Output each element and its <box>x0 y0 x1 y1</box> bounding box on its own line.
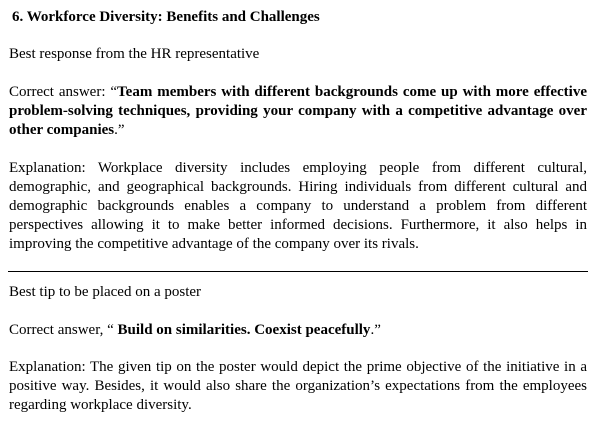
section1-answer-prefix: Correct answer: “ <box>9 84 118 100</box>
section2-explanation: Explanation: The given tip on the poster would depict the prime objective of the initiative in a positive way. Besides, it would also share the organization’s expectations from the employees regarding workplace diversity. <box>9 359 587 413</box>
section1-explanation: Explanation: Workplace diversity includes employing people from different cultural, demographic, and geographical backgrounds. Hiring individuals from different cultural and demographic backgrounds enables a company to understand a problem from different perspectives allowing it to make better informed decisions. Furthermore, it also helps in improving the competitive advantage of the company over its rivals. <box>9 160 587 252</box>
section2-answer-prefix: Correct answer, “ <box>9 322 118 338</box>
section2-answer <box>9 321 587 340</box>
section2-answer-suffix: .” <box>370 322 381 338</box>
section1-answer <box>9 83 587 140</box>
section1-answer-text: Team members with different backgrounds come up with more effective problem-solving techniques, providing your company with a competitive advantage over other companies <box>9 84 587 138</box>
section1-answer-suffix: .” <box>114 122 125 138</box>
section2-heading: Best tip to be placed on a poster <box>9 284 202 300</box>
section1-heading: Best response from the HR representative <box>9 46 260 62</box>
document-title: 6. Workforce Diversity: Benefits and Challenges <box>12 9 320 25</box>
section2-answer-text: Build on similarities. Coexist peacefully <box>117 322 371 338</box>
